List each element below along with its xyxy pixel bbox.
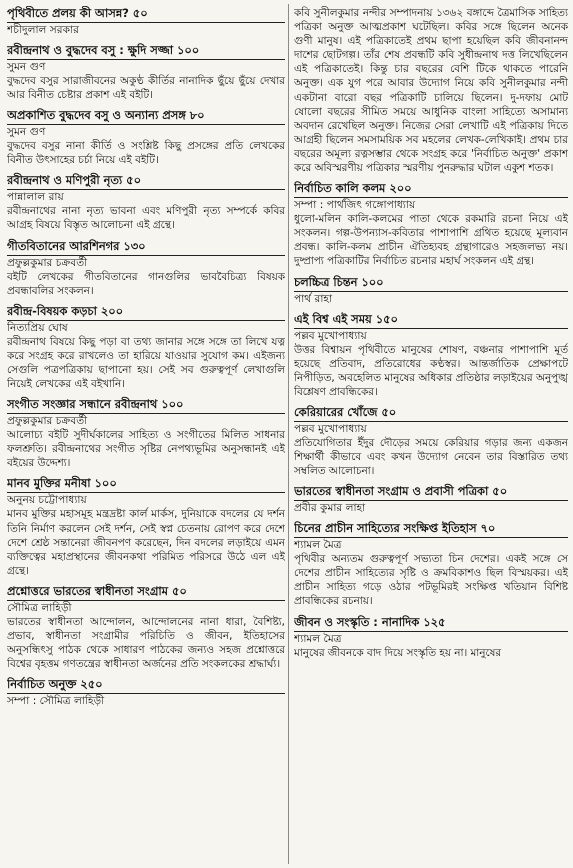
book-author: সুমন গুণ — [7, 61, 46, 73]
book-author: সম্পা : সৌমিত্র লাহিড়ী — [7, 695, 105, 708]
book-entry — [7, 584, 285, 671]
book-description: আলোচ্য বইটি সুদীর্ঘকালের সাহিত্য ও সংগীতের মিলিত সাধনার ফলশ্রুতি। রবীন্দ্রনাথের সংগীত সৃষ্টির নেপথ্যভূমির অনুসন্ধানই এই বইয়ের উদ্দেশ্য। — [7, 429, 285, 470]
book-entry — [7, 677, 285, 708]
book-author: পল্লব মুখোপাধ্যায় — [294, 329, 367, 342]
book-title: পৃথিবীতে প্রলয় কী আসন্ন? ৫০ — [7, 6, 285, 23]
book-description: প্রতিযোগিতার ইঁদুর দৌড়ের সময়ে কেরিয়ার গড়ার জন্য একজন শিক্ষার্থী কীভাবে এবং কখন উদ্যোগ নেবেন তার বিস্তারিত তথ্য সম্বলিত আলোচনা। — [294, 436, 568, 478]
book-author: শচীদুলাল সরকার — [7, 24, 79, 36]
book-author: অনুনয় চট্টোপাধ্যায় — [7, 494, 87, 507]
book-title: মানব মুক্তির মনীষা ১০০ — [7, 476, 285, 493]
book-entry — [7, 304, 285, 391]
book-author: নিত্যপ্রিয় ঘোষ — [7, 321, 68, 334]
book-title: এই বিশ্ব এই সময় ১৫০ — [294, 312, 568, 329]
book-entry — [7, 6, 285, 37]
book-description: কবি সুনীলকুমার নন্দীর সম্পাদনায় ১৩৬২ বঙ্গাব্দে ত্রৈমাসিক সাহিত্য পত্রিকা অনুক্ত আত্মপ্রকাশ ঘটেছিল। কবির সঙ্গে ছিলেন অনেক গুণী মানুষ। এই পত্রিকাতেই প্রথম ছাপা হয়েছিল কবি জীবনানন্দ দাশের ছোটগল্প। তাঁর শেষ প্রবন্ধটি কবি সুধীন্দ্রনাথ দত্ত লিখেছিলেন এই পত্রিকাতেই। কিন্তু চার বছরের বেশি টিকে থাকতে পারেনি অনুক্ত। এক যুগ পরে আবার উদ্যোগ নিয়ে কবি সুনীলকুমার নন্দী একটানা বারো বছর পত্রিকাটি চালিয়ে ছিলেন। দু-দফায় মোট ষোলো বছরের সীমিত সময়ে আধুনিক বাংলা সাহিত্যে অসামান্য অবদান রেখেছিল অনুক্ত। নিজের সেরা লেখাটি এই পত্রিকায় দিতে আগ্রহী ছিলেন সমসাময়িক সব মহলের লেখক-লেখিকাই। প্রথম চার বছরের অমূল্য রত্নসম্ভার থেকে সংগ্রহ করে 'নির্বাচিত অনুক্ত' প্রকাশ করে অবিস্মরণীয় পত্রিকার স্মরণীয় পুনরুদ্ধার ঘটাল একুশ শতক। — [294, 7, 568, 175]
book-title: গীতবিতানের আরশিনগর ১৩০ — [7, 239, 285, 256]
book-description: বুদ্ধদেব বসুর নানা কীর্তি ও সংশ্লিষ্ট কিছু প্রসঙ্গের প্রতি লেখকের বিনীত উৎসাহের চর্চা নিয়ে এই বইটি। — [7, 140, 285, 167]
book-entry — [7, 476, 285, 577]
book-title: নির্বাচিত অনুক্ত ২৫০ — [7, 677, 285, 694]
book-title: রবীন্দ্রনাথ ও মণিপুরী নৃত্য ৫০ — [7, 173, 285, 190]
book-entry — [7, 397, 285, 470]
book-entry — [7, 173, 285, 232]
book-author: প্রবীর কুমার লাহা — [294, 502, 366, 515]
book-entry — [294, 6, 568, 175]
book-author: সৌমিত্র লাহিড়ী — [7, 601, 72, 614]
book-entry — [294, 484, 568, 515]
book-author: পান্নালাল রায় — [7, 191, 64, 204]
book-description: মানুষের জীবনকে বাদ দিয়ে সংস্কৃতি হয় না। মানুষের — [294, 646, 502, 659]
book-author: প্রফুল্লকুমার চক্রবর্তী — [7, 415, 88, 428]
book-entry — [294, 275, 568, 306]
book-description: রবীন্দ্রনাথের নানা নৃত্য ভাবনা এবং মণিপুরী নৃত্য সম্পর্কে কবির আগ্রহ বিষয়ে বিস্তৃত আলোচনা এই গ্রন্থে। — [7, 205, 285, 232]
book-title: সংগীত সংজ্ঞার সন্ধানে রবীন্দ্রনাথ ১০০ — [7, 397, 285, 414]
book-title: কেরিয়ারের খোঁজে ৫০ — [294, 405, 568, 422]
book-title: চলচ্চিত্র চিন্তন ১০০ — [294, 275, 568, 292]
book-entry — [7, 239, 285, 298]
book-title: প্রশ্নোত্তরে ভারতের স্বাধীনতা সংগ্রাম ৫০ — [7, 584, 285, 601]
book-description: রবীন্দ্রনাথ বিষয়ে কিছু পড়া বা তথ্য জানার সঙ্গে সঙ্গে তা লিখে যত্ন করে সংগ্রহ করে রাখলেও তা হারিয়ে যাওয়ার সুযোগ কম। এইজন্য সেগুলি পত্রপত্রিকায় ছাপানো হয়। সেই সব গুরুত্বপূর্ণ লেখাগুলি নিয়েই লেখকের এই বইখানি। — [7, 335, 285, 391]
book-description: ভারতের স্বাধীনতা আন্দোলন, আন্দোলনের নানা ধারা, বৈশিষ্ট্য, প্রভাব, স্বাধীনতা সংগ্রামীর পরিচিতি ও জীবন, ইতিহাসের অনুসন্ধিৎসু পাঠক থেকে সাধারণ পাঠকের জন্যও সহজ প্রশ্নোত্তরে বিশ্বের বৃহত্তম গণতন্ত্রের স্বাধীনতা অর্জনের প্রতি সংকলকের শ্রদ্ধার্ঘ্য। — [7, 615, 285, 671]
book-author: পল্লব মুখোপাধ্যায় — [294, 422, 367, 435]
book-author: পার্থ রাহা — [294, 292, 333, 305]
book-entry — [7, 43, 285, 102]
book-entry — [294, 405, 568, 478]
book-description: পৃথিবীর অন্যতম গুরুত্বপূর্ণ সভ্যতা চিন দেশের। একই সঙ্গে সে দেশের প্রাচীন সাহিত্যের সৃষ্টি ও ক্রমবিকাশও ছিল বিস্ময়কর। এই প্রাচীন সাহিত্য গড়ে ওঠার পটভূমিরই সংক্ষিপ্ত খতিয়ান বিশিষ্ট প্রাবন্ধিকের রচনায়। — [294, 553, 568, 608]
book-description: মানব মুক্তির মহাসমূহ মন্ত্রদ্রষ্টা কার্ল মার্কস, দুনিয়াকে বদলের যে দর্শন তিনি নির্মাণ করলেন সেই দর্শন, সেই স্বপ্ন চেতনায় রোপণ করে দেশে দেশে শ্রেষ্ঠ সন্তানেরা জীবনপণ করেছেন, দিন বদলের লড়াইয়ে এমন ব্যক্তিত্বের মহাপ্রস্থানের জীবনকথা পরিমিত পরিসরে উঠে এল এই গ্রন্থে। — [7, 508, 285, 577]
book-entry — [294, 521, 568, 608]
book-author: শ্যামল মৈত্র — [294, 539, 342, 552]
book-title: ভারতের স্বাধীনতা সংগ্রাম ও প্রবাসী পত্রিকা ৫০ — [294, 484, 568, 501]
book-title: অপ্রকাশিত বুদ্ধদেব বসু ও অন্যান্য প্রসঙ্গ ৮০ — [7, 108, 285, 125]
book-entry — [7, 108, 285, 167]
book-description: ধুলো-মলিন কালি-কলমের পাতা থেকে রকমারি রচনা নিয়ে এই সংকলন। গল্প-উপন্যাস-কবিতার পাশাপাশি গ্রথিত হয়েছে মূল্যবান প্রবন্ধ। কালি-কলম প্রাচীন ঐতিহ্যবহ গ্রন্থাগারেও সহজলভ্য নয়। দুষ্প্রাপ্য পত্রিকাটির নির্বাচিত রচনার মহার্ঘ সংকলন এই গ্রন্থ। — [294, 213, 568, 268]
book-author: সুমন গুণ — [7, 126, 46, 139]
book-title: চিনের প্রাচীন সাহিত্যের সংক্ষিপ্ত ইতিহাস ৭০ — [294, 521, 568, 538]
book-title: জীবন ও সংস্কৃতি : নানাদিক ১২৫ — [294, 615, 568, 632]
book-entry — [294, 312, 568, 399]
book-title: রবীন্দ্রনাথ ও বুদ্ধদেব বসু : ক্ষুদি সজ্জা ১০০ — [7, 43, 285, 60]
book-entry — [294, 181, 568, 268]
left-column — [7, 6, 285, 868]
book-description: বইটি লেখকের গীতবিতানের গানগুলির ভাববৈচিত্র্য বিষয়ক প্রবন্ধাবলির সংকলন। — [7, 270, 285, 297]
book-entry — [294, 615, 568, 660]
book-title: রবীন্দ্র-বিষয়ক কড়চা ২০০ — [7, 304, 285, 321]
book-author: সম্পা : পার্থজিৎ গঙ্গোপাধ্যায় — [294, 199, 416, 212]
book-description: উত্তর বিশ্বায়ন পৃথিবীতে মানুষের শোষণ, বঞ্চনার পাশাপাশি মূর্ত হয়েছে প্রতিবাদ, প্রতিরোধের কণ্ঠস্বর। আন্তর্জাতিক প্রেক্ষাপটে নিপীড়িত, অবহেলিত মানুষের অধিকার প্রতিষ্ঠার লড়াইয়ের অনুপুঙ্খ বিশ্লেষণ প্রাবন্ধিকের। — [294, 343, 568, 398]
book-author: প্রফুল্লকুমার চক্রবর্তী — [7, 256, 88, 269]
right-column — [294, 6, 568, 868]
book-author: শ্যামল মৈত্র — [294, 632, 342, 645]
book-description: বুদ্ধদেব বসুর সারাজীবনের অকুণ্ঠ কীর্তির নানাদিক ছুঁয়ে ছুঁয়ে দেখার আর বিনীত চেষ্টার প্রকাশ এই বইটি। — [7, 75, 285, 102]
column-divider — [288, 4, 289, 864]
book-title: নির্বাচিত কালি কলম ২০০ — [294, 181, 568, 198]
